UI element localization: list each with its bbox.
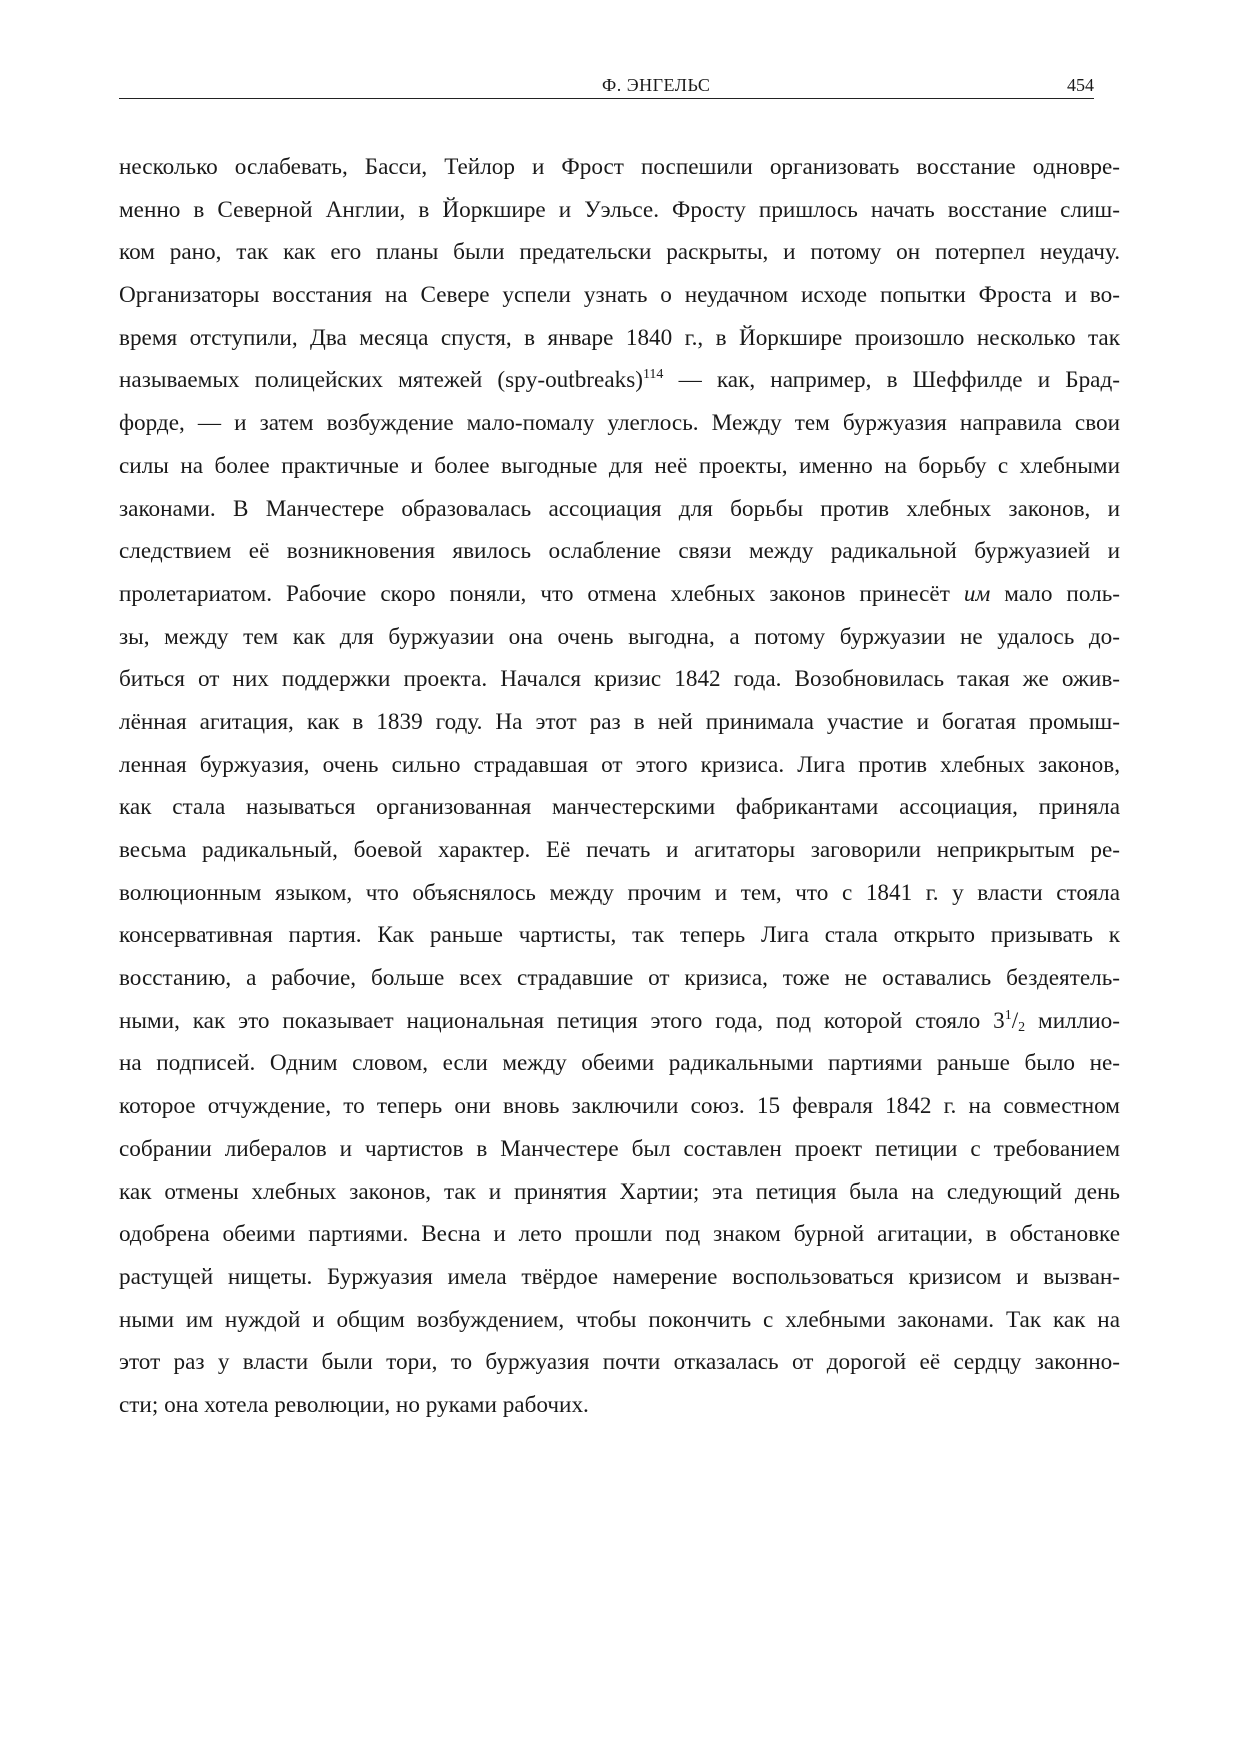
emphasis: им (963, 580, 991, 607)
header-author: Ф. ЭНГЕЛЬС (602, 75, 711, 95)
text-line: Организаторы восстания на Севере успели узнать о неудачном исходе попытки Фроста и во- (119, 282, 1120, 309)
page-number: 454 (1067, 75, 1094, 95)
body-text (119, 146, 1120, 1427)
text-line: как стала называться организованная манчестерскими фабрикантами ассоциация, приняла (119, 794, 1120, 821)
text-line: ными им нуждой и общим возбуждением, чтобы покончить с хлебными законами. Так как на (119, 1306, 1120, 1333)
text-line: как отмены хлебных законов, так и принятия Хартии; эта петиция была на следующий день (119, 1178, 1120, 1205)
fraction-slash: / (1011, 1007, 1019, 1034)
text-line: ком рано, так как его планы были предательски раскрыты, и потому он потерпел неудачу. (119, 239, 1120, 266)
text-line: называемых полицейских мятежей (spy-outbreaks)$^{114}$ — как, например, в Шеффилде и Брад- (119, 367, 1120, 394)
text-line: лённая агитация, как в 1839 году. На этот раз в ней принимала участие и богатая промыш- (119, 708, 1120, 735)
text-line: пролетариатом. Рабочие скоро поняли, что отмена хлебных законов принесёт им мало поль- (119, 580, 1120, 607)
text-line: законами. В Манчестере образовалась ассоциация для борьбы против хлебных законов, и (119, 495, 1120, 522)
text-line: зы, между тем как для буржуазии она очень выгодна, а потому буржуазии не удалось до- (119, 623, 1120, 650)
text-line: силы на более практичные и более выгодные для неё проекты, именно на борьбу с хлебными (119, 452, 1120, 479)
text-line: на подписей. Одним словом, если между обеими радикальными партиями раньше было не- (119, 1050, 1120, 1077)
fraction-numerator: 1 (1004, 1007, 1012, 1023)
text-line: несколько ослабевать, Басси, Тейлор и Фрост поспешили организовать восстание одновре- (119, 154, 1120, 180)
text-line: менно в Северной Англии, в Йоркшире и Уэльсе. Фросту пришлось начать восстание слиш- (119, 196, 1120, 223)
footnote-ref: 114 (642, 367, 664, 383)
text-line: которое отчуждение, то теперь они вновь заключили союз. 15 февраля 1842 г. на совместном (119, 1093, 1120, 1120)
fraction-denominator: 2 (1018, 1019, 1026, 1035)
text-line: этот раз у власти были тори, то буржуазия почти отказалась от дорогой её сердцу законно- (119, 1349, 1120, 1376)
text-line: собрании либералов и чартистов в Манчестере был составлен проект петиции с требованием (119, 1135, 1120, 1162)
text-line: одобрена обеими партиями. Весна и лето прошли под знаком бурной агитации, в обстановке (119, 1221, 1120, 1248)
text-line: форде, — и затем возбуждение мало-помалу улеглось. Между тем буржуазия направила свои (119, 410, 1120, 437)
text-line: время отступили, Два месяца спустя, в январе 1840 г., в Йоркшире произошло несколько так (119, 324, 1120, 351)
text-line: биться от них поддержки проекта. Начался кризис 1842 года. Возобновилась такая же ожив- (119, 666, 1120, 693)
text-line: растущей нищеты. Буржуазия имела твёрдое намерение воспользоваться кризисом и вызван- (119, 1263, 1120, 1290)
text-line: сти; она хотела революции, но руками рабочих. (119, 1391, 589, 1418)
text-line: консервативная партия. Как раньше чартисты, так теперь Лига стала открыто призывать к (119, 922, 1120, 949)
text-line: восстанию, а рабочие, больше всех страдавшие от кризиса, тоже не оставались бездеятель- (119, 965, 1120, 992)
text-line: ленная буржуазия, очень сильно страдавшая от этого кризиса. Лига против хлебных законов, (119, 751, 1120, 778)
text-line: волюционным языком, что объяснялось между прочим и тем, что с 1841 г. у власти стояла (119, 879, 1120, 906)
text-line: весьма радикальный, боевой характер. Её печать и агитаторы заговорили неприкрытым ре- (119, 837, 1120, 863)
running-header (119, 72, 1094, 99)
text-line: следствием её возникновения явилось ослабление связи между радикальной буржуазией и (119, 538, 1120, 565)
text-line: ными, как это показывает национальная петиция этого года, под которой стояло $3^1/_2$ миллио- (119, 1007, 1120, 1035)
